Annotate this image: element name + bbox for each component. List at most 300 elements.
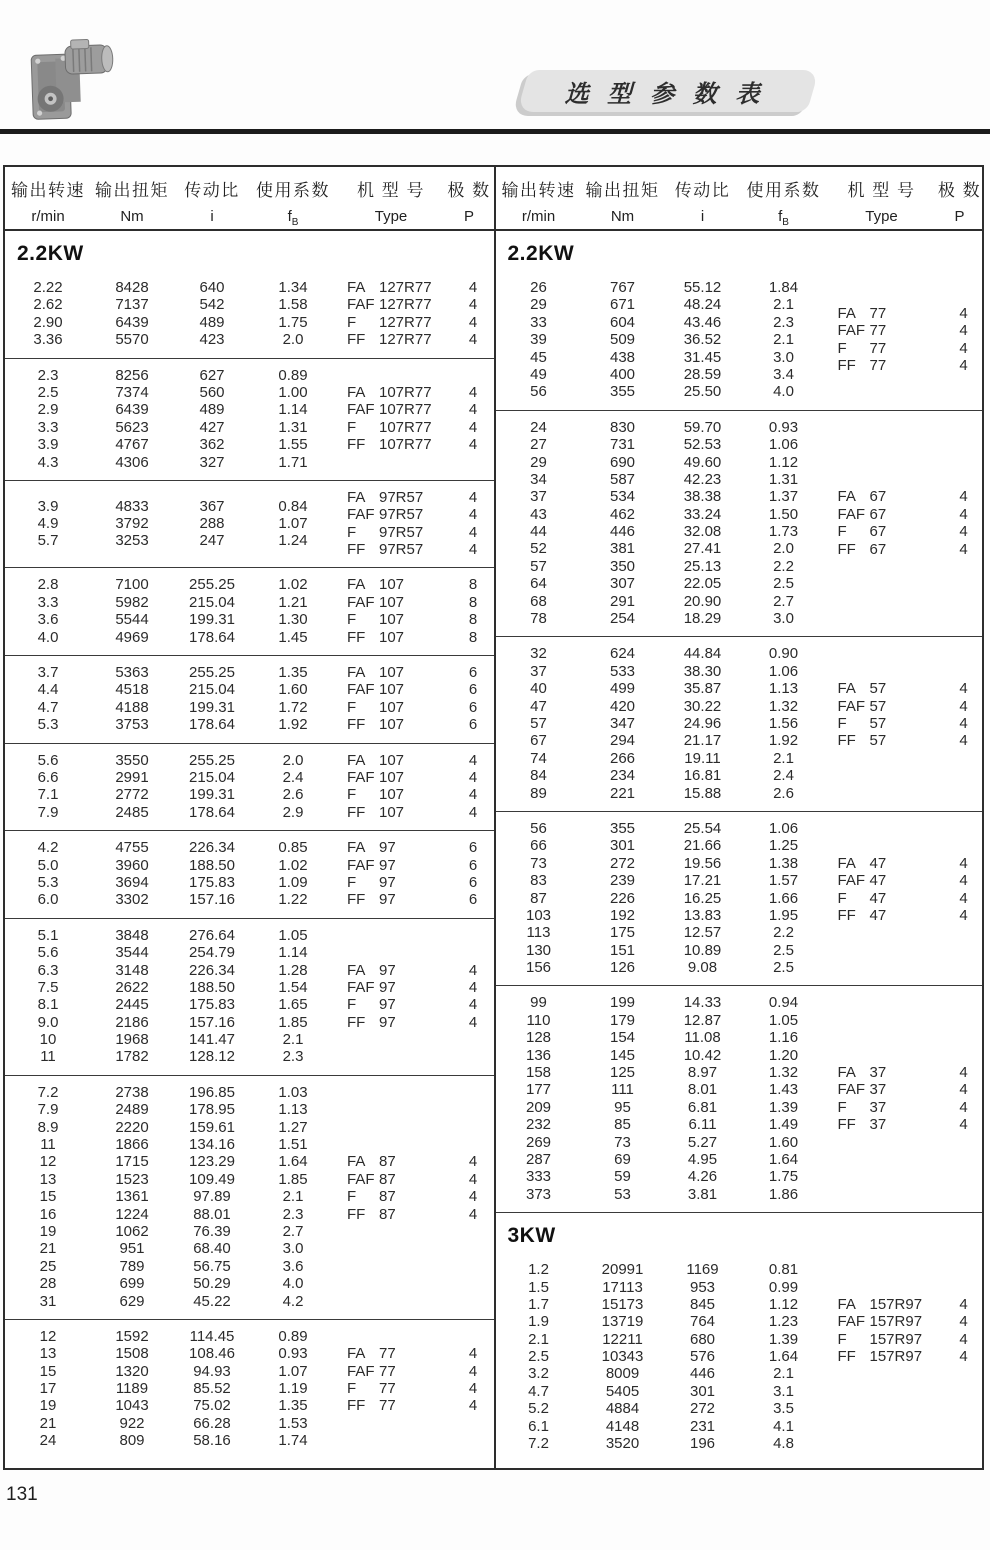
numeric-rows [496, 279, 826, 401]
cell-ratio: 28.59 [683, 365, 722, 383]
cell-ratio: 8.97 [687, 1064, 718, 1082]
cell-service-factor: 1.92 [768, 732, 799, 750]
cell-ratio: 88.01 [193, 1205, 231, 1223]
numeric-rows [5, 498, 335, 550]
type-name [335, 716, 455, 733]
cell-torque: 1715 [115, 1153, 149, 1171]
type-name [826, 506, 946, 523]
table-row [496, 663, 826, 680]
cell-torque: 239 [609, 872, 636, 890]
header-col-5 [335, 176, 447, 229]
cell-ratio: 362 [199, 436, 225, 454]
cell-speed: 269 [525, 1133, 552, 1151]
selection-parameter-table [3, 165, 984, 1470]
type-prefix: FA [837, 1064, 856, 1082]
cell-torque: 154 [609, 1029, 636, 1047]
type-name [335, 681, 455, 698]
type-size: 107 [379, 593, 405, 611]
type-list [826, 1296, 983, 1366]
type-list [335, 839, 494, 909]
table-row [5, 331, 335, 348]
table-row [496, 296, 826, 313]
table-right-column [494, 167, 983, 1468]
cell-torque: 951 [119, 1240, 145, 1258]
cell-speed: 25 [39, 1257, 57, 1275]
table-row [496, 1348, 826, 1365]
type-size: 157R97 [869, 1295, 923, 1313]
type-size: 37 [869, 1116, 887, 1134]
table-row [5, 629, 335, 646]
header-label: 极 数 [447, 181, 491, 200]
cell-service-factor: 1.35 [278, 664, 308, 682]
cell-speed: 130 [525, 941, 552, 959]
cell-service-factor: 2.5 [773, 575, 794, 593]
type-name [335, 1153, 455, 1170]
cell-service-factor: 1.85 [278, 1013, 308, 1031]
type-name [335, 384, 455, 401]
cell-torque: 4518 [115, 681, 149, 699]
type-name [826, 340, 946, 357]
cell-service-factor: 0.94 [768, 994, 799, 1012]
numeric-rows [5, 664, 335, 734]
cell-ratio: 640 [199, 279, 225, 296]
cell-ratio: 367 [199, 497, 225, 515]
cell-service-factor: 3.4 [773, 365, 794, 383]
type-name [335, 857, 455, 874]
table-row [496, 1383, 826, 1400]
cell-ratio: 49.60 [683, 453, 722, 471]
type-size: 87 [379, 1153, 396, 1171]
cell-service-factor: 2.6 [282, 786, 304, 804]
cell-ratio: 31.45 [683, 348, 722, 366]
table-row [5, 532, 335, 549]
type-prefix: FA [347, 839, 366, 857]
cell-service-factor: 1.34 [278, 279, 308, 296]
type-size: 57 [869, 715, 887, 732]
type-prefix: FAF [837, 1081, 866, 1099]
cell-speed: 2.5 [37, 383, 59, 401]
cell-service-factor: 1.23 [768, 1313, 799, 1331]
type-size: 157R97 [869, 1313, 923, 1331]
table-row [5, 1101, 335, 1118]
cell-ratio: 33.24 [683, 505, 722, 523]
type-row [335, 419, 494, 436]
cell-speed: 29 [530, 296, 547, 314]
cell-speed: 67 [530, 732, 547, 750]
cell-service-factor: 3.1 [773, 1382, 794, 1400]
poles-value: 4 [468, 523, 478, 541]
cell-torque: 2186 [115, 1013, 149, 1031]
cell-torque: 624 [609, 645, 636, 663]
type-row [335, 752, 494, 769]
type-row [826, 1116, 983, 1133]
type-name [335, 1188, 455, 1205]
type-prefix: FAF [347, 978, 375, 996]
cell-speed: 26 [530, 279, 547, 296]
type-row [335, 401, 494, 418]
type-row [826, 541, 983, 558]
table-row [496, 331, 826, 348]
cell-ratio: 4.26 [687, 1168, 718, 1186]
cell-torque: 1224 [115, 1205, 149, 1223]
type-list [335, 664, 494, 734]
cell-ratio: 15.88 [683, 784, 722, 802]
type-prefix: F [347, 698, 357, 716]
poles-value: 4 [468, 751, 478, 769]
data-block [5, 480, 494, 568]
cell-torque: 767 [609, 279, 636, 296]
cell-speed: 2.1 [528, 1330, 549, 1348]
table-row [5, 664, 335, 681]
cell-service-factor: 1.75 [768, 1168, 799, 1186]
cell-torque: 400 [609, 365, 636, 383]
cell-speed: 3.6 [37, 611, 59, 629]
type-row [826, 1331, 983, 1348]
type-name [335, 1363, 455, 1380]
type-prefix: F [347, 313, 357, 331]
header-label: 机 型 号 [847, 181, 916, 200]
table-row [5, 891, 335, 908]
cell-ratio: 178.95 [189, 1101, 235, 1119]
cell-service-factor: 2.1 [773, 1365, 794, 1383]
type-row [826, 1296, 983, 1313]
cell-service-factor: 0.85 [278, 839, 308, 857]
cell-torque: 2772 [115, 786, 149, 804]
poles-value: 4 [468, 279, 478, 296]
cell-ratio: 199.31 [189, 698, 235, 716]
cell-service-factor: 1.30 [278, 611, 308, 629]
type-size: 97 [379, 978, 396, 996]
type-name [335, 1397, 455, 1414]
cell-service-factor: 0.89 [278, 1327, 308, 1345]
type-row [826, 1099, 983, 1116]
table-row [5, 1275, 335, 1292]
type-name [826, 1081, 946, 1098]
cell-speed: 4.7 [37, 698, 59, 716]
cell-service-factor: 1.43 [768, 1081, 799, 1099]
cell-ratio: 21.17 [683, 732, 722, 750]
type-row [335, 1188, 494, 1205]
header-col-2 [91, 176, 173, 229]
table-row [5, 1014, 335, 1031]
section-title: 2.2KW [507, 242, 575, 265]
cell-speed: 3.9 [37, 497, 59, 515]
cell-ratio: 30.22 [683, 697, 722, 715]
cell-speed: 2.5 [528, 1348, 549, 1366]
cell-torque: 731 [609, 436, 636, 454]
type-size: 87 [379, 1188, 396, 1206]
poles-value: 4 [959, 680, 968, 698]
cell-speed: 73 [530, 854, 547, 872]
cell-ratio: 4.95 [687, 1150, 718, 1168]
cell-ratio: 446 [689, 1365, 716, 1383]
cell-service-factor: 2.4 [282, 768, 304, 786]
cell-service-factor: 1.32 [768, 1064, 799, 1082]
cell-torque: 254 [609, 610, 636, 628]
cell-speed: 24 [530, 418, 547, 436]
cell-service-factor: 1.37 [768, 488, 799, 506]
type-size: 67 [869, 505, 887, 523]
table-row [496, 680, 826, 697]
type-prefix: FA [837, 854, 856, 872]
cell-service-factor: 1.84 [768, 279, 799, 296]
type-row [335, 489, 494, 506]
header-col-1 [5, 176, 91, 229]
cell-ratio: 43.46 [683, 313, 722, 331]
type-size: 37 [869, 1081, 887, 1099]
cell-speed: 6.1 [528, 1417, 549, 1435]
cell-speed: 4.0 [37, 628, 59, 646]
cell-ratio: 199.31 [189, 786, 235, 804]
poles-value: 4 [959, 523, 968, 541]
table-row [496, 1418, 826, 1435]
type-prefix: FAF [347, 296, 375, 314]
poles-value: 4 [959, 505, 968, 523]
cell-torque: 20991 [601, 1261, 644, 1279]
type-name [335, 962, 455, 979]
cell-service-factor: 1.32 [768, 697, 799, 715]
type-row [335, 1380, 494, 1397]
cell-service-factor: 0.84 [278, 497, 308, 515]
type-prefix: F [837, 889, 847, 907]
type-size: 67 [869, 523, 887, 541]
cell-ratio: 188.50 [189, 856, 235, 874]
type-size: 97 [379, 873, 396, 891]
cell-ratio: 215.04 [189, 593, 235, 611]
cell-speed: 32 [530, 645, 547, 663]
table-row [496, 872, 826, 889]
table-row [5, 1380, 335, 1397]
type-name [335, 804, 455, 821]
cell-ratio: 301 [689, 1382, 716, 1400]
poles-value: 4 [468, 541, 478, 559]
cell-torque: 1508 [115, 1345, 149, 1363]
type-prefix: FF [837, 1116, 856, 1134]
page-title: 选 型 参 数 表 [562, 80, 772, 108]
cell-speed: 66 [530, 837, 547, 855]
poles-value: 4 [959, 715, 968, 732]
cell-ratio: 21.66 [683, 837, 722, 855]
poles-value: 4 [468, 506, 478, 524]
cell-ratio: 215.04 [189, 681, 235, 699]
type-name [335, 786, 455, 803]
type-list [335, 384, 494, 454]
cell-speed: 4.2 [37, 839, 59, 857]
cell-torque: 266 [609, 749, 636, 767]
type-list [335, 752, 494, 822]
table-row [496, 1134, 826, 1151]
header-rule [0, 129, 990, 134]
cell-service-factor: 1.73 [768, 523, 799, 541]
cell-torque: 3848 [115, 926, 149, 944]
table-row [496, 820, 826, 837]
cell-torque: 5623 [115, 418, 149, 436]
poles-value: 4 [959, 906, 968, 924]
cell-service-factor: 1.02 [278, 856, 308, 874]
cell-torque: 3520 [605, 1435, 640, 1453]
type-size: 77 [379, 1362, 396, 1380]
cell-ratio: 114.45 [189, 1327, 235, 1345]
poles-value: 4 [959, 1064, 968, 1082]
cell-speed: 33 [530, 313, 547, 331]
cell-speed: 19 [39, 1222, 57, 1240]
cell-speed: 29 [530, 453, 547, 471]
cell-ratio: 14.33 [683, 994, 722, 1012]
cell-torque: 85 [614, 1116, 631, 1134]
table-row [496, 715, 826, 732]
table-row [5, 296, 335, 313]
poles-value: 4 [468, 961, 478, 979]
type-size: 107 [379, 681, 405, 699]
cell-torque: 175 [609, 924, 636, 942]
data-block [496, 636, 983, 811]
type-row [826, 322, 983, 339]
data-block [5, 1319, 494, 1459]
data-block [5, 743, 494, 831]
type-row [335, 279, 494, 296]
cell-speed: 40 [530, 680, 547, 698]
table-row [5, 769, 335, 786]
type-prefix: FA [837, 680, 856, 698]
cell-ratio: 35.87 [683, 680, 722, 698]
type-row [335, 804, 494, 821]
type-row [335, 436, 494, 453]
type-name [335, 296, 455, 313]
cell-speed: 287 [525, 1150, 552, 1168]
cell-ratio: 141.47 [189, 1031, 235, 1049]
cell-ratio: 12.87 [683, 1011, 722, 1029]
cell-torque: 499 [609, 680, 636, 698]
table-row [5, 927, 335, 944]
type-row [826, 1081, 983, 1098]
cell-ratio: 16.81 [683, 767, 722, 785]
cell-torque: 1361 [115, 1188, 149, 1206]
type-prefix: FA [837, 305, 856, 323]
type-size: 67 [869, 540, 887, 558]
cell-service-factor: 2.3 [282, 1205, 304, 1223]
cell-speed: 57 [530, 714, 547, 732]
type-row [826, 732, 983, 749]
poles-value: 4 [468, 436, 478, 454]
table-row [496, 732, 826, 749]
cell-service-factor: 1.02 [278, 576, 308, 594]
header-unit: r/min [521, 208, 556, 225]
type-size: 77 [379, 1345, 396, 1363]
cell-service-factor: 0.99 [768, 1278, 799, 1296]
type-size: 97 [379, 856, 396, 874]
type-row [826, 340, 983, 357]
cell-service-factor: 0.90 [768, 645, 799, 663]
header-unit: $f_B$ [778, 208, 789, 228]
type-row [826, 523, 983, 540]
cell-speed: 10 [39, 1031, 57, 1049]
numeric-rows [5, 1084, 335, 1310]
cell-speed: 24 [39, 1432, 57, 1450]
cell-torque: 2445 [115, 996, 149, 1014]
type-name [335, 699, 455, 716]
cell-ratio: 56.75 [193, 1257, 231, 1275]
cell-ratio: 19.11 [684, 749, 721, 767]
cell-ratio: 196 [689, 1435, 716, 1453]
table-row [5, 367, 335, 384]
cell-service-factor: 3.0 [773, 610, 794, 628]
cell-ratio: 55.12 [683, 279, 722, 296]
type-list [335, 279, 494, 349]
cell-speed: 34 [530, 470, 547, 488]
gear-motor-photo [26, 36, 118, 126]
table-row [496, 1331, 826, 1348]
poles-value: 4 [468, 1153, 478, 1171]
cell-torque: 509 [609, 331, 636, 349]
header-unit: i [210, 208, 214, 225]
table-row [5, 699, 335, 716]
type-row [335, 664, 494, 681]
cell-speed: 3.9 [37, 436, 59, 454]
cell-speed: 5.2 [528, 1400, 549, 1418]
type-prefix: FF [347, 541, 366, 559]
cell-service-factor: 2.1 [773, 296, 794, 314]
cell-ratio: 25.13 [683, 557, 722, 575]
cell-speed: 7.9 [37, 1101, 59, 1119]
type-name [335, 611, 455, 628]
poles-value: 4 [959, 889, 968, 907]
cell-torque: 1043 [115, 1397, 149, 1415]
cell-service-factor: 2.0 [282, 751, 304, 769]
poles-value: 4 [959, 357, 968, 375]
cell-speed: 5.1 [37, 926, 59, 944]
table-row [496, 488, 826, 505]
cell-speed: 9.0 [37, 1013, 59, 1031]
cell-ratio: 255.25 [189, 576, 235, 594]
type-row [335, 1014, 494, 1031]
cell-service-factor: 1.56 [768, 714, 799, 732]
header-label: 输出扭矩 [585, 181, 660, 200]
table-row [5, 1153, 335, 1170]
type-prefix: FA [347, 488, 366, 506]
table-row [496, 419, 826, 436]
cell-service-factor: 1.39 [768, 1098, 799, 1116]
type-size: 127R77 [379, 296, 432, 314]
cell-service-factor: 3.0 [282, 1240, 304, 1258]
type-size: 107 [379, 803, 405, 821]
cell-torque: 12211 [602, 1330, 643, 1348]
data-block [5, 271, 494, 358]
cell-torque: 922 [119, 1414, 145, 1432]
type-size: 97R57 [379, 523, 424, 541]
cell-service-factor: 3.0 [773, 348, 794, 366]
type-size: 97 [379, 1013, 396, 1031]
type-prefix: FA [347, 279, 366, 296]
table-row [496, 698, 826, 715]
cell-service-factor: 1.75 [278, 313, 308, 331]
type-size: 37 [869, 1098, 887, 1116]
type-size: 107R77 [379, 436, 432, 454]
cell-torque: 5405 [605, 1382, 640, 1400]
data-block [5, 567, 494, 655]
cell-service-factor: 1.31 [768, 470, 799, 488]
cell-speed: 57 [530, 557, 547, 575]
poles-value: 4 [959, 488, 968, 506]
poles-value: 8 [468, 628, 478, 646]
poles-value: 4 [959, 1098, 968, 1116]
cell-speed: 87 [530, 889, 547, 907]
cell-service-factor: 2.5 [773, 959, 794, 977]
table-row [496, 1081, 826, 1098]
poles-value: 4 [468, 768, 478, 786]
cell-service-factor: 1.57 [768, 872, 799, 890]
cell-ratio: 254.79 [189, 944, 235, 962]
cell-service-factor: 2.1 [282, 1188, 304, 1206]
